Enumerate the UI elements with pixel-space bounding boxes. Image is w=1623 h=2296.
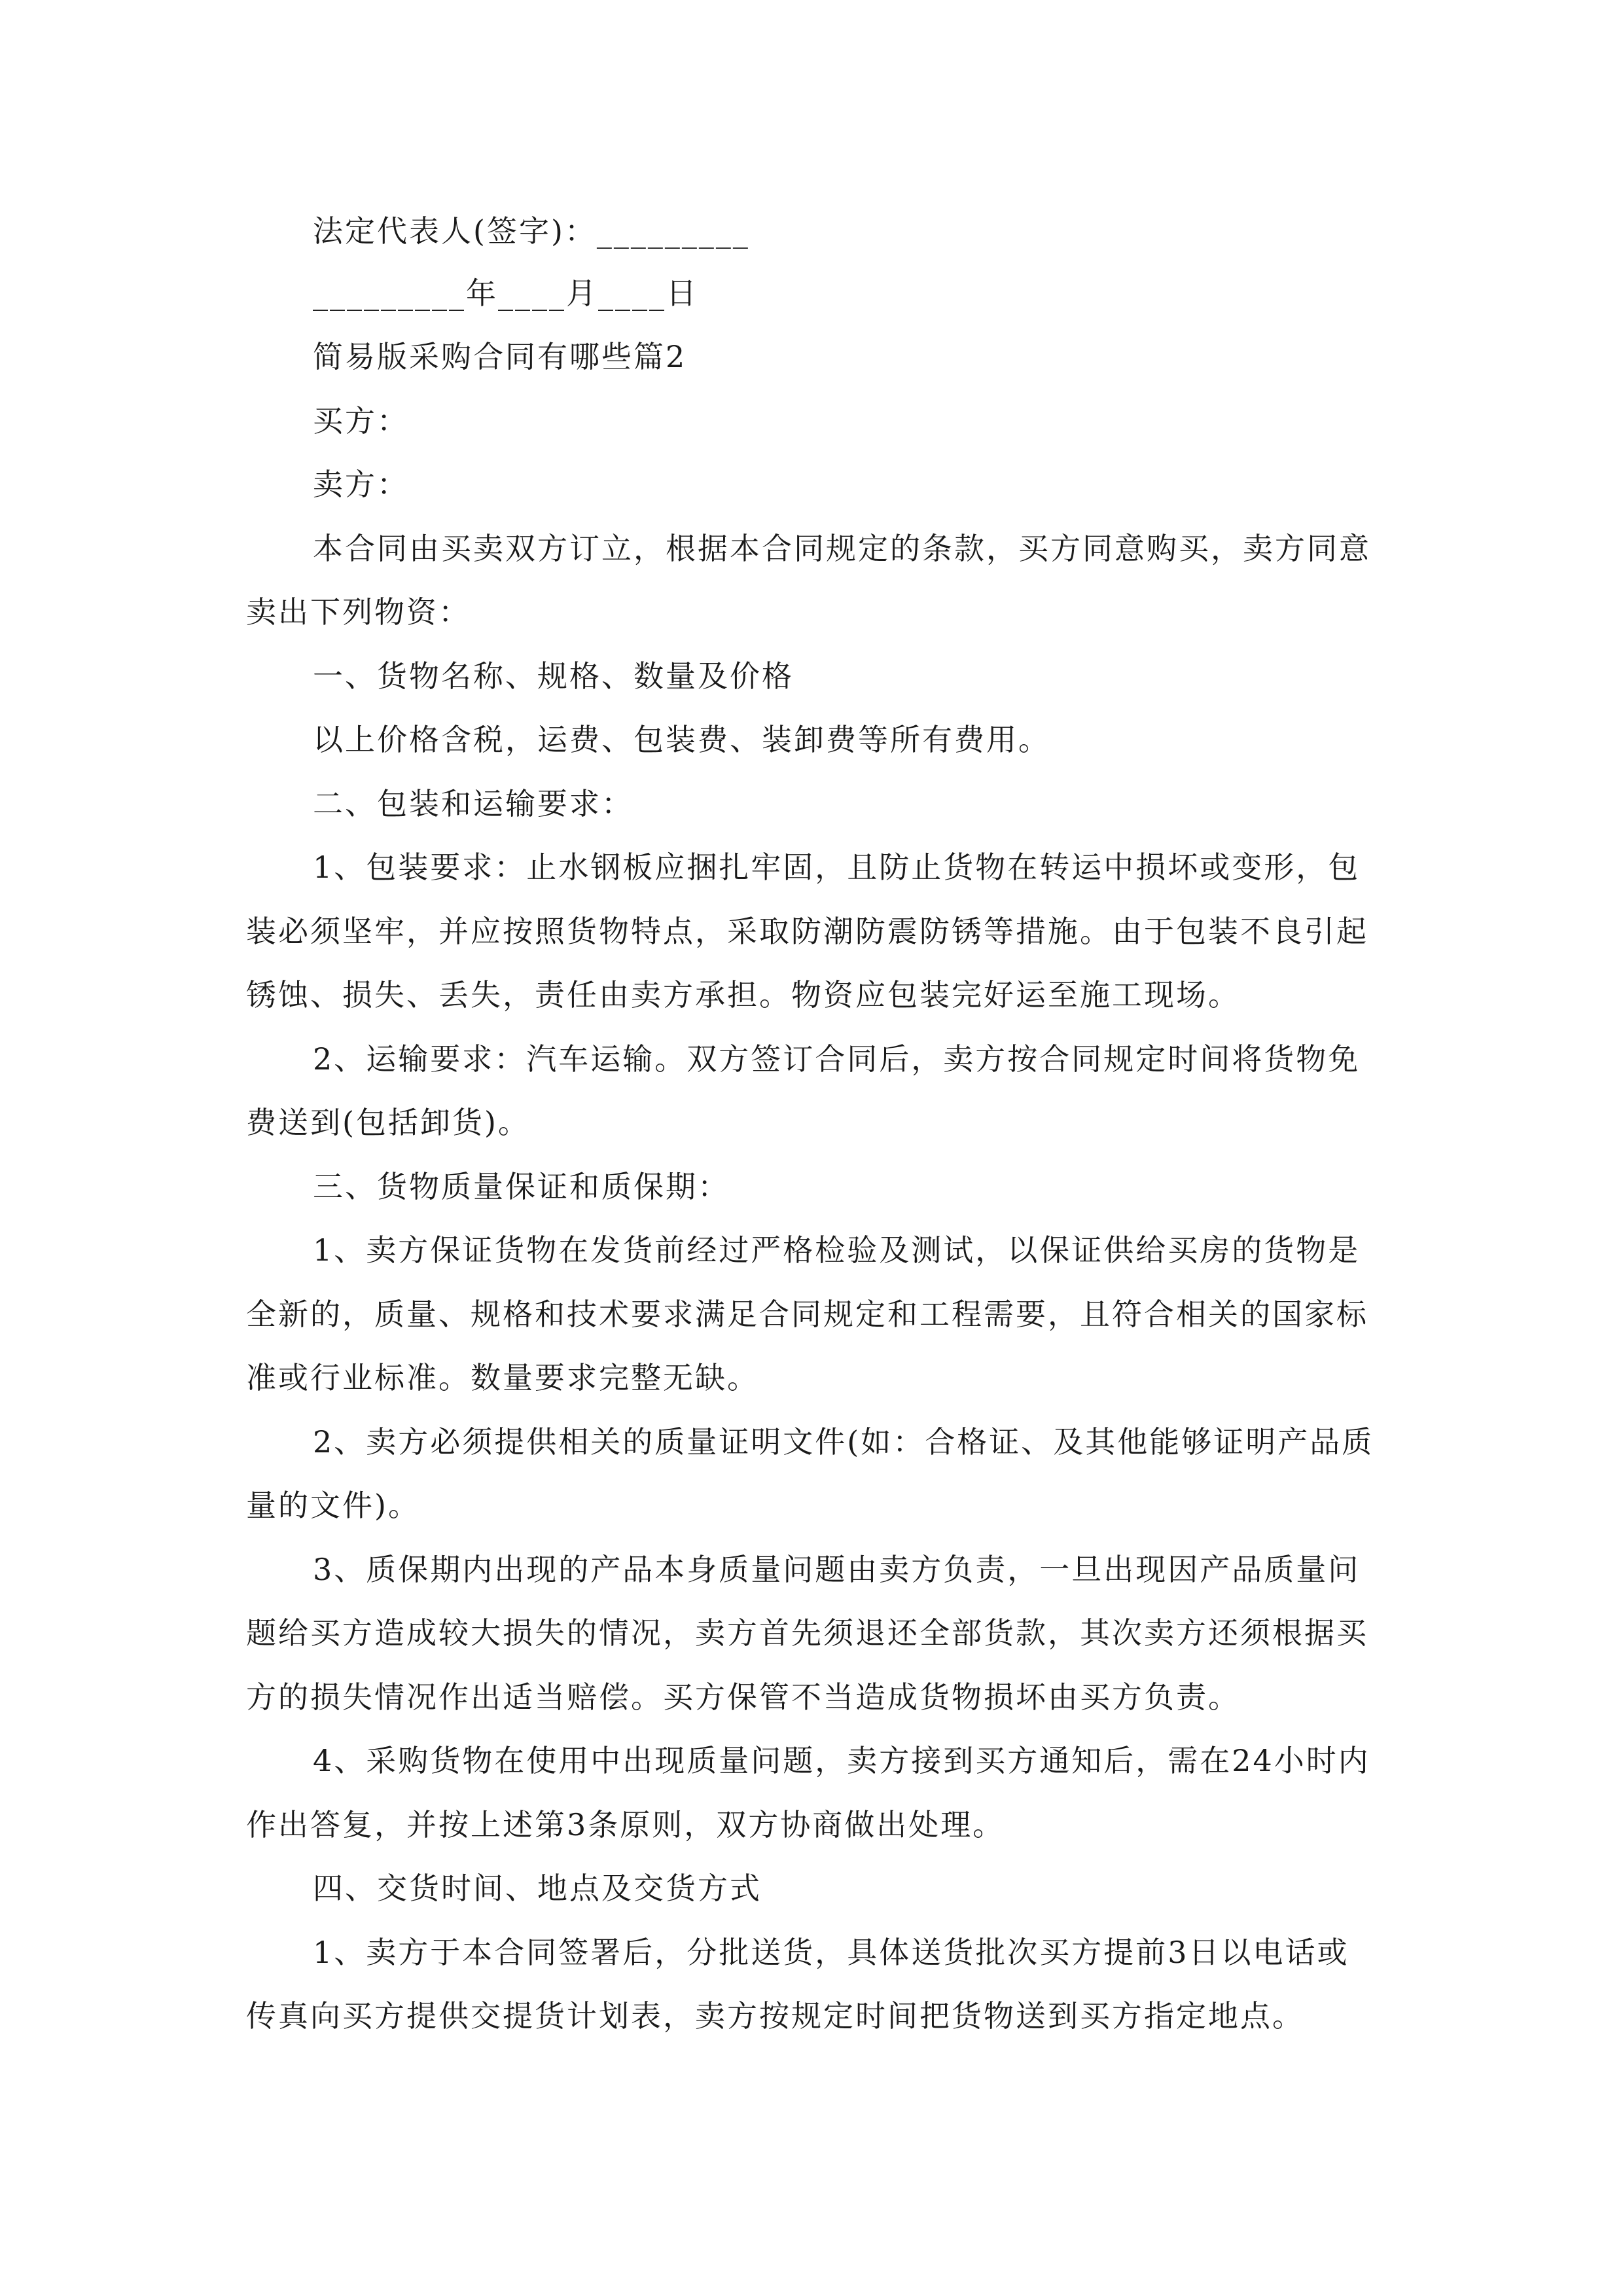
paragraph-line: 本合同由买卖双方订立，根据本合同规定的条款，买方同意购买，卖方同意: [313, 531, 1371, 566]
paragraph-line: 锈蚀、损失、丢失，责任由卖方承担。物资应包装完好运至施工现场。: [246, 977, 1240, 1013]
paragraph-line: 卖出下列物资：: [246, 594, 471, 630]
paragraph-line: 1、卖方于本合同签署后，分批送货，具体送货批次买方提前3日以电话或: [313, 1935, 1349, 1970]
paragraph-line: 1、卖方保证货物在发货前经过严格检验及测试，以保证供给买房的货物是: [313, 1232, 1361, 1268]
paragraph-line: 装必须坚牢，并应按照货物特点，采取防潮防震防锈等措施。由于包装不良引起: [246, 914, 1368, 949]
paragraph-line: 四、交货时间、地点及交货方式: [313, 1871, 762, 1906]
paragraph-line: 3、质保期内出现的产品本身质量问题由卖方负责，一旦出现因产品质量问: [313, 1552, 1361, 1587]
paragraph-line: 全新的，质量、规格和技术要求满足合同规定和工程需要，且符合相关的国家标: [246, 1297, 1368, 1332]
paragraph-line: 传真向买方提供交提货计划表，卖方按规定时间把货物送到买方指定地点。: [246, 1998, 1304, 2034]
seller-label: 卖方：: [313, 467, 409, 502]
section-heading: 简易版采购合同有哪些篇2: [313, 339, 687, 374]
paragraph-line: 2、运输要求：汽车运输。双方签订合同后，卖方按合同规定时间将货物免: [313, 1041, 1361, 1077]
paragraph-line: 1、包装要求：止水钢板应捆扎牢固，且防止货物在转运中损坏或变形，包: [313, 850, 1361, 885]
paragraph-line: 作出答复，并按上述第3条原则，双方协商做出处理。: [246, 1807, 1005, 1842]
paragraph-line: 2、卖方必须提供相关的质量证明文件(如：合格证、及其他能够证明产品质: [313, 1424, 1374, 1460]
buyer-label: 买方：: [313, 403, 409, 439]
paragraph-line: 4、采购货物在使用中出现质量问题，卖方接到买方通知后，需在24小时内: [313, 1743, 1370, 1778]
paragraph-line: 二、包装和运输要求：: [313, 786, 633, 821]
signature-representative: 法定代表人(签字)：_________: [313, 213, 750, 249]
signature-date: _________年____月____日: [313, 276, 698, 311]
paragraph-line: 准或行业标准。数量要求完整无缺。: [246, 1360, 759, 1395]
paragraph-line: 量的文件)。: [246, 1488, 420, 1523]
paragraph-line: 以上价格含税，运费、包装费、装卸费等所有费用。: [313, 722, 1050, 757]
paragraph-line: 方的损失情况作出适当赔偿。买方保管不当造成货物损坏由买方负责。: [246, 1679, 1240, 1715]
paragraph-line: 费送到(包括卸货)。: [246, 1105, 530, 1140]
paragraph-line: 一、货物名称、规格、数量及价格: [313, 658, 794, 694]
paragraph-line: 题给买方造成较大损失的情况，卖方首先须退还全部货款，其次卖方还须根据买: [246, 1615, 1368, 1651]
paragraph-line: 三、货物质量保证和质保期：: [313, 1169, 730, 1204]
